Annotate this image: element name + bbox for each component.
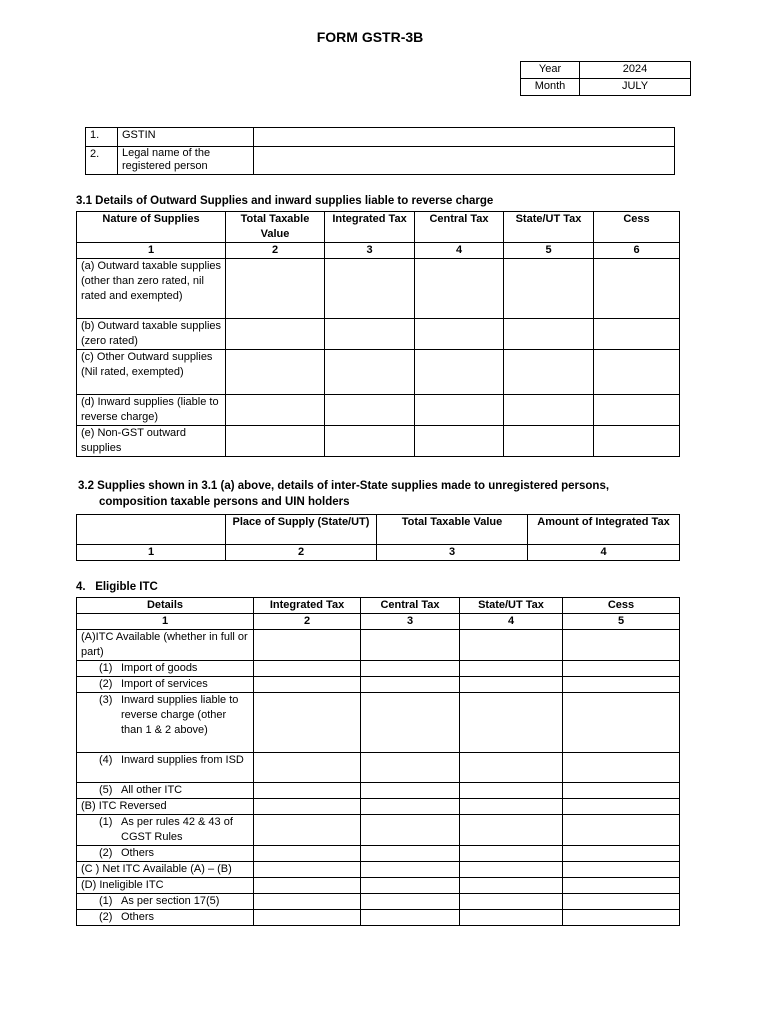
taxpayer-no: 1. [86,128,118,147]
value-cell[interactable] [254,815,361,846]
outward-supplies-table [76,211,680,457]
value-cell[interactable] [226,259,325,319]
value-cell[interactable] [325,426,415,457]
period-table [520,61,691,96]
col-header: Integrated Tax [254,598,361,614]
value-cell[interactable] [361,677,460,693]
value-cell[interactable] [325,319,415,350]
item-text: Import of goods [121,662,198,674]
item-text: As per rules 42 & 43 of CGST Rules [121,816,233,843]
value-cell[interactable] [460,862,563,878]
col-number: 3 [377,545,528,561]
col-header: Cess [563,598,680,614]
item-number: (3) [99,694,113,706]
value-cell[interactable] [415,259,504,319]
value-cell[interactable] [325,395,415,426]
value-cell[interactable] [226,395,325,426]
form-title: FORM GSTR-3B [316,29,424,45]
value-cell[interactable] [254,894,361,910]
table-row [77,815,680,846]
value-cell[interactable] [361,693,460,753]
col-number: 3 [361,614,460,630]
value-cell[interactable] [361,862,460,878]
item-number: (5) [99,784,113,796]
value-cell[interactable] [254,753,361,783]
col-number: 2 [254,614,361,630]
row-label [77,677,254,693]
col-number: 4 [415,243,504,259]
gstin-label: GSTIN [118,128,254,147]
value-cell[interactable] [594,426,680,457]
col-header: State/UT Tax [504,212,594,243]
row-label [77,846,254,862]
value-cell[interactable] [504,259,594,319]
value-cell[interactable] [460,799,563,815]
col-number: 1 [77,243,226,259]
value-cell[interactable] [415,350,504,395]
table-row [77,894,680,910]
col-number: 1 [77,545,226,561]
value-cell[interactable] [460,661,563,677]
taxpayer-table [85,127,675,175]
taxpayer-no: 2. [86,147,118,175]
item-text: Others [121,847,155,859]
value-cell[interactable] [460,846,563,862]
col-header: Cess [594,212,680,243]
col-header: Details [77,598,254,614]
row-label [77,815,254,846]
value-cell[interactable] [594,259,680,319]
value-cell[interactable] [361,894,460,910]
gstin-field[interactable] [254,128,675,147]
col-header: Central Tax [415,212,504,243]
table-row [77,799,680,815]
value-cell[interactable] [594,395,680,426]
value-cell[interactable] [563,753,680,783]
value-cell[interactable] [254,799,361,815]
section-4-number: 4. [76,581,86,593]
table-row [77,319,680,350]
value-cell[interactable] [254,846,361,862]
item-text: As per section 17(5) [121,895,220,907]
value-cell[interactable] [325,259,415,319]
legal-name-field[interactable] [254,147,675,175]
row-label [77,894,254,910]
value-cell[interactable] [361,661,460,677]
value-cell[interactable] [563,894,680,910]
value-cell[interactable] [460,894,563,910]
value-cell[interactable] [226,350,325,395]
col-header: Amount of Integrated Tax [528,515,680,545]
table-row [77,661,680,677]
value-cell[interactable] [254,677,361,693]
value-cell[interactable] [594,350,680,395]
item-number: (1) [99,816,113,828]
col-number: 3 [325,243,415,259]
table-row [77,426,680,457]
value-cell[interactable] [460,815,563,846]
item-text: All other ITC [121,784,183,796]
row-label [77,753,254,783]
col-number: 2 [226,545,377,561]
row-label: (C ) Net ITC Available (A) – (B) [77,862,254,878]
col-number: 5 [563,614,680,630]
section-4-label: Eligible ITC [95,581,158,593]
col-header: State/UT Tax [460,598,563,614]
value-cell[interactable] [254,661,361,677]
value-cell[interactable] [460,630,563,661]
value-cell[interactable] [460,677,563,693]
value-cell[interactable] [563,815,680,846]
value-cell[interactable] [563,846,680,862]
value-cell[interactable] [563,910,680,926]
col-number: 6 [594,243,680,259]
value-cell[interactable] [504,319,594,350]
value-cell[interactable] [504,350,594,395]
table-row [77,693,680,753]
col-number: 5 [504,243,594,259]
col-header: Total Taxable Value [377,515,528,545]
table-row [77,783,680,799]
table-row [77,630,680,661]
value-cell[interactable] [361,846,460,862]
item-number: (2) [99,678,113,690]
value-cell[interactable] [563,693,680,753]
item-text: Import of services [121,678,208,690]
row-label: (d) Inward supplies (liable to reverse charge) [77,395,226,426]
col-number: 1 [77,614,254,630]
value-cell[interactable] [361,799,460,815]
value-cell[interactable] [361,630,460,661]
col-number: 4 [460,614,563,630]
value-cell[interactable] [226,319,325,350]
value-cell[interactable] [563,661,680,677]
table-row [77,753,680,783]
eligible-itc-table [76,597,680,926]
value-cell[interactable] [460,693,563,753]
value-cell[interactable] [563,630,680,661]
section-3-1-title: 3.1 Details of Outward Supplies and inward supplies liable to reverse charge [76,195,494,207]
value-cell[interactable] [504,426,594,457]
table-row [77,846,680,862]
row-label: (c) Other Outward supplies (Nil rated, exempted) [77,350,226,395]
value-cell[interactable] [460,783,563,799]
item-text: Others [121,911,155,923]
value-cell[interactable] [361,753,460,783]
col-number: 4 [528,545,680,561]
item-number: (2) [99,911,113,923]
row-label: (b) Outward taxable supplies (zero rated) [77,319,226,350]
row-label [77,693,254,753]
item-number: (2) [99,847,113,859]
value-cell[interactable] [563,878,680,894]
table-row [77,677,680,693]
year-label: Year [521,62,580,79]
value-cell[interactable] [460,753,563,783]
value-cell[interactable] [254,783,361,799]
value-cell[interactable] [563,862,680,878]
value-cell[interactable] [254,878,361,894]
row-label [77,783,254,799]
table-row [77,862,680,878]
row-label: (B) ITC Reversed [77,799,254,815]
item-number: (4) [99,754,113,766]
row-label: (a) Outward taxable supplies (other than zero rated, nil rated and exempted) [77,259,226,319]
month-value[interactable]: JULY [580,79,691,96]
value-cell[interactable] [254,910,361,926]
value-cell[interactable] [226,426,325,457]
value-cell[interactable] [361,815,460,846]
col-header: Total Taxable Value [226,212,325,243]
value-cell[interactable] [361,783,460,799]
legal-name-label: Legal name of the registered person [118,147,254,175]
value-cell[interactable] [415,395,504,426]
item-text: Inward supplies from ISD [121,754,244,766]
value-cell[interactable] [563,799,680,815]
value-cell[interactable] [361,878,460,894]
year-value[interactable]: 2024 [580,62,691,79]
month-label: Month [521,79,580,96]
col-header: Central Tax [361,598,460,614]
section-4-title [76,581,158,593]
col-header: Place of Supply (State/UT) [226,515,377,545]
row-label: (D) Ineligible ITC [77,878,254,894]
item-number: (1) [99,662,113,674]
value-cell[interactable] [254,630,361,661]
col-number: 2 [226,243,325,259]
item-number: (1) [99,895,113,907]
value-cell[interactable] [415,426,504,457]
col-header: Nature of Supplies [77,212,226,243]
value-cell[interactable] [325,350,415,395]
value-cell[interactable] [254,862,361,878]
row-label: (A)ITC Available (whether in full or part) [77,630,254,661]
value-cell[interactable] [460,878,563,894]
value-cell[interactable] [563,677,680,693]
row-label [77,910,254,926]
value-cell[interactable] [361,910,460,926]
item-text: Inward supplies liable to reverse charge (other than 1 & 2 above) [121,694,239,736]
inter-state-supplies-table [76,514,680,561]
table-row [77,878,680,894]
col-header [77,515,226,545]
table-row [77,350,680,395]
value-cell[interactable] [254,693,361,753]
row-label: (e) Non-GST outward supplies [77,426,226,457]
value-cell[interactable] [504,395,594,426]
row-label [77,661,254,677]
value-cell[interactable] [415,319,504,350]
value-cell[interactable] [563,783,680,799]
value-cell[interactable] [594,319,680,350]
section-3-2-subtitle: composition taxable persons and UIN holders [99,496,350,508]
table-row [77,395,680,426]
col-header: Integrated Tax [325,212,415,243]
table-row [77,910,680,926]
table-row [77,259,680,319]
value-cell[interactable] [460,910,563,926]
section-3-2-title: 3.2 Supplies shown in 3.1 (a) above, details of inter-State supplies made to unregistered persons, [78,480,610,492]
